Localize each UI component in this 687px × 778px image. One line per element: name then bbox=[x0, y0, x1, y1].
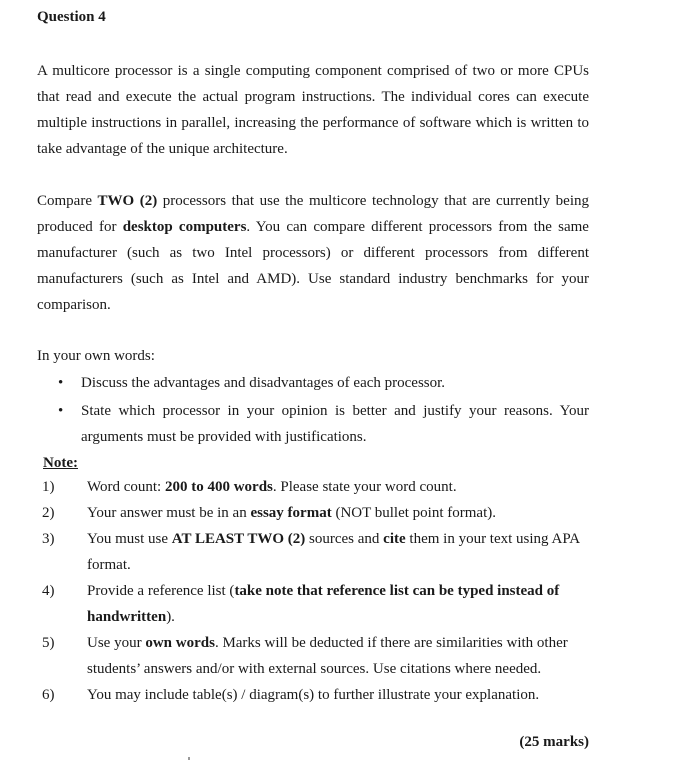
note-number: 5) bbox=[42, 635, 55, 651]
intro-paragraph: A multicore processor is a single computing component comprised of two or more CPUs that read and execute the actual program instructions. The individual cores can execute multiple instructions in parallel, increasing the performance of software which is written to take advantage of the unique architecture. bbox=[37, 63, 589, 157]
note-number: 1) bbox=[42, 479, 55, 495]
note-text: ). bbox=[166, 609, 175, 625]
note-item bbox=[37, 630, 589, 682]
bullet-item bbox=[37, 370, 589, 396]
bullet-icon: • bbox=[58, 403, 64, 419]
note-text: . Marks will be deducted if there are similarities with other students’ answers and/or with external sources. Use citations where needed. bbox=[87, 635, 568, 677]
note-item bbox=[37, 682, 589, 708]
note-text: . Please state your word count. bbox=[272, 479, 457, 495]
task-bold-target: desktop computers bbox=[122, 219, 247, 235]
note-text: Word count: bbox=[87, 479, 165, 495]
marks-total: (25 marks) bbox=[519, 734, 589, 750]
note-bold: cite bbox=[383, 531, 406, 547]
task-paragraph bbox=[37, 188, 589, 318]
note-text: You must use bbox=[87, 531, 172, 547]
note-bold: AT LEAST TWO (2) bbox=[171, 531, 306, 547]
note-number: 4) bbox=[42, 583, 55, 599]
question-heading: Question 4 bbox=[37, 9, 106, 25]
note-number: 2) bbox=[42, 505, 55, 521]
note-bold: essay format bbox=[250, 505, 332, 521]
note-text: sources and bbox=[305, 531, 384, 547]
note-item bbox=[37, 474, 589, 500]
scan-speck bbox=[188, 757, 190, 760]
bullet-item bbox=[37, 398, 589, 450]
note-item bbox=[37, 500, 589, 526]
bullet-text: Discuss the advantages and disadvantages of each processor. bbox=[81, 375, 446, 391]
instruction-bullet-list bbox=[37, 370, 589, 452]
note-text: Use your bbox=[87, 635, 146, 651]
note-number: 6) bbox=[42, 687, 55, 703]
notes-list bbox=[37, 474, 589, 708]
note-item bbox=[37, 578, 589, 630]
task-text: processors that use the multicore technology that are currently being produced for bbox=[37, 193, 590, 235]
bullet-icon: • bbox=[58, 375, 64, 391]
note-text: (NOT bullet point format). bbox=[331, 505, 496, 521]
note-item bbox=[37, 526, 589, 578]
note-bold: take note that reference list can be typed instead of handwritten bbox=[87, 583, 560, 625]
bullet-text: State which processor in your opinion is better and justify your reasons. Your arguments must be provided with justifications. bbox=[81, 403, 589, 445]
note-number: 3) bbox=[42, 531, 55, 547]
note-text: Provide a reference list ( bbox=[87, 583, 235, 599]
task-text: . You can compare different processors from the same manufacturer (such as two Intel processors) or different processors from different manufacturers (such as Intel and AMD). Use standard industry benchmarks for your comparison. bbox=[37, 219, 589, 313]
note-text: Your answer must be in an bbox=[87, 505, 251, 521]
task-bold-count: TWO (2) bbox=[97, 193, 158, 209]
note-text: them in your text using APA format. bbox=[87, 531, 580, 573]
note-bold: 200 to 400 words bbox=[164, 479, 273, 495]
task-text: Compare bbox=[37, 193, 98, 209]
instructions-intro: In your own words: bbox=[37, 348, 155, 364]
note-text: You may include table(s) / diagram(s) to further illustrate your explanation. bbox=[87, 687, 540, 703]
note-bold: own words bbox=[145, 635, 215, 651]
note-label: Note: bbox=[43, 455, 78, 471]
